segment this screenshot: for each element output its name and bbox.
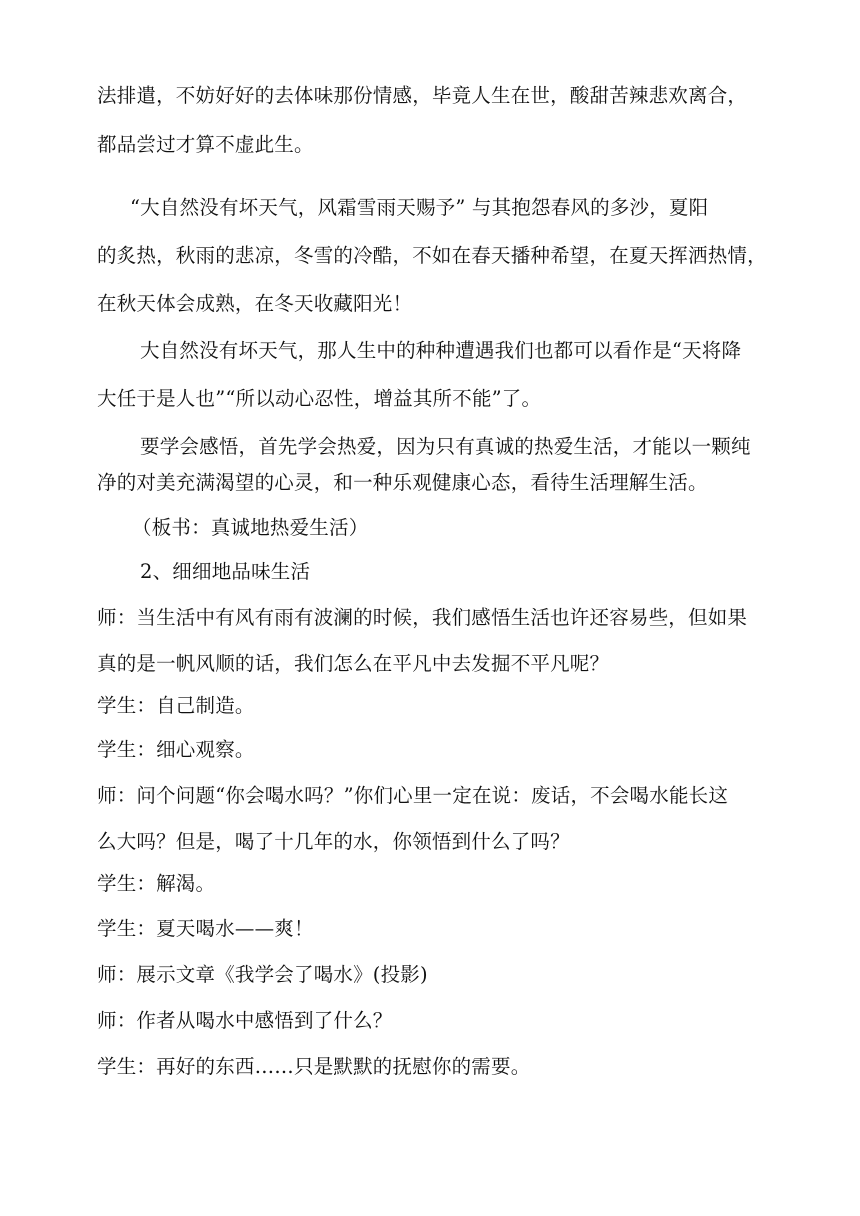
text-line: 学生：自己制造。	[97, 694, 255, 717]
text-line: 学生：夏天喝水——爽！	[97, 917, 314, 940]
text-line: 要学会感悟，首先学会热爱，因为只有真诚的热爱生活，才能以一颗纯	[140, 435, 751, 458]
text-line: 法排遣，不妨好好的去体味那份情感，毕竟人生在世，酸甜苦辣悲欢离合，	[97, 84, 748, 107]
text-line: 真的是一帆风顺的话，我们怎么在平凡中去发掘不平凡呢？	[97, 652, 610, 675]
text-line: “大自然没有坏天气，风霜雪雨天赐予” 与其抱怨春风的多沙，夏阳	[130, 196, 709, 219]
text-line: 在秋天体会成熟，在冬天收藏阳光！	[97, 292, 413, 315]
text-line: 大任于是人也”“所以动心忍性，增益其所不能”了。	[97, 387, 542, 410]
text-line: 的炙热，秋雨的悲凉，冬雪的冷酷，不如在春天播种希望，在夏天挥洒热情，	[97, 244, 767, 267]
text-line: 大自然没有坏天气，那人生中的种种遭遇我们也都可以看作是“天将降	[140, 339, 742, 362]
text-line: 学生：细心观察。	[97, 738, 255, 761]
text-line: 师：作者从喝水中感悟到了什么？	[97, 1009, 393, 1032]
text-line: 学生：再好的东西……只是默默的抚慰你的需要。	[97, 1055, 531, 1078]
text-line: 么大吗？但是，喝了十几年的水，你领悟到什么了吗？	[97, 830, 570, 853]
section-heading: 2、细细地品味生活	[140, 560, 311, 583]
text-line: 都品尝过才算不虚此生。	[97, 133, 314, 156]
board-note: （板书：真诚地热爱生活）	[132, 516, 369, 539]
text-line: 师：问个问题“你会喝水吗？”你们心里一定在说：废话，不会喝水能长这	[97, 784, 729, 807]
text-line: 学生：解渴。	[97, 872, 216, 895]
text-line: 师：展示文章《我学会了喝水》(投影)	[97, 963, 428, 986]
text-line: 净的对美充满渴望的心灵，和一种乐观健康心态，看待生活理解生活。	[97, 471, 708, 494]
text-line: 师：当生活中有风有雨有波澜的时候，我们感悟生活也许还容易些，但如果	[97, 606, 748, 629]
